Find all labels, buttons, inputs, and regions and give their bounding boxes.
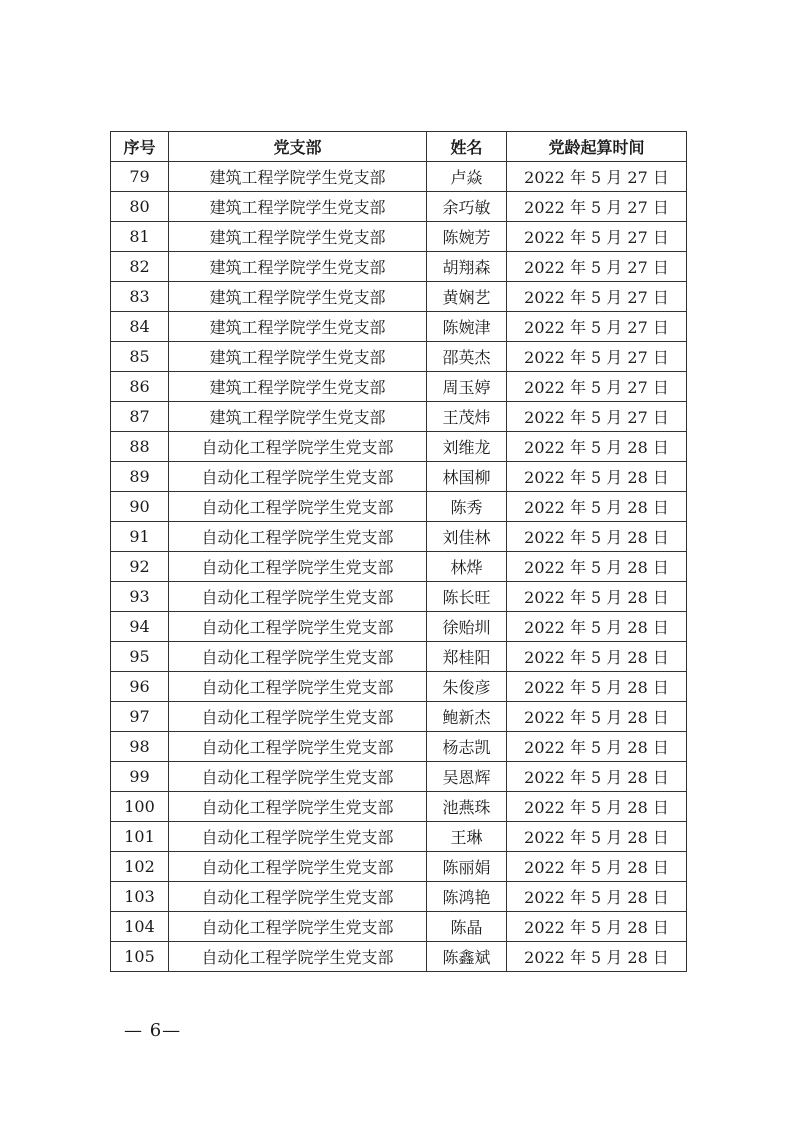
table-row xyxy=(111,852,687,882)
table-row xyxy=(111,582,687,612)
cell-serial-number: 88 xyxy=(111,432,169,462)
header-serial-number: 序号 xyxy=(111,132,169,162)
cell-name: 鲍新杰 xyxy=(427,702,507,732)
party-member-table xyxy=(110,131,687,972)
cell-party-age-start: 2022 年 5 月 27 日 xyxy=(507,192,687,222)
cell-party-branch: 自动化工程学院学生党支部 xyxy=(169,612,427,642)
cell-party-age-start: 2022 年 5 月 28 日 xyxy=(507,642,687,672)
header-name: 姓名 xyxy=(427,132,507,162)
cell-name: 陈秀 xyxy=(427,492,507,522)
cell-party-age-start: 2022 年 5 月 28 日 xyxy=(507,732,687,762)
table-row xyxy=(111,762,687,792)
table-row xyxy=(111,732,687,762)
cell-serial-number: 84 xyxy=(111,312,169,342)
cell-serial-number: 102 xyxy=(111,852,169,882)
cell-party-age-start: 2022 年 5 月 28 日 xyxy=(507,672,687,702)
table-row xyxy=(111,372,687,402)
table-row xyxy=(111,432,687,462)
cell-party-age-start: 2022 年 5 月 27 日 xyxy=(507,222,687,252)
cell-serial-number: 105 xyxy=(111,942,169,972)
table-row xyxy=(111,702,687,732)
table-row xyxy=(111,342,687,372)
page-number: — 6— xyxy=(124,1020,182,1041)
cell-serial-number: 104 xyxy=(111,912,169,942)
table-row xyxy=(111,522,687,552)
cell-name: 周玉婷 xyxy=(427,372,507,402)
cell-serial-number: 87 xyxy=(111,402,169,432)
cell-serial-number: 93 xyxy=(111,582,169,612)
table-row xyxy=(111,252,687,282)
cell-party-branch: 建筑工程学院学生党支部 xyxy=(169,222,427,252)
cell-party-branch: 建筑工程学院学生党支部 xyxy=(169,372,427,402)
cell-name: 余巧敏 xyxy=(427,192,507,222)
header-party-age-start: 党龄起算时间 xyxy=(507,132,687,162)
cell-name: 陈鑫斌 xyxy=(427,942,507,972)
cell-name: 刘佳林 xyxy=(427,522,507,552)
cell-serial-number: 92 xyxy=(111,552,169,582)
table-body xyxy=(111,162,687,972)
cell-name: 林国柳 xyxy=(427,462,507,492)
table-row xyxy=(111,552,687,582)
cell-name: 陈丽娟 xyxy=(427,852,507,882)
cell-serial-number: 85 xyxy=(111,342,169,372)
cell-name: 陈长旺 xyxy=(427,582,507,612)
cell-party-branch: 建筑工程学院学生党支部 xyxy=(169,162,427,192)
cell-party-branch: 自动化工程学院学生党支部 xyxy=(169,522,427,552)
table-row xyxy=(111,912,687,942)
cell-serial-number: 83 xyxy=(111,282,169,312)
cell-name: 黄娴艺 xyxy=(427,282,507,312)
cell-party-branch: 自动化工程学院学生党支部 xyxy=(169,492,427,522)
cell-serial-number: 98 xyxy=(111,732,169,762)
cell-party-branch: 自动化工程学院学生党支部 xyxy=(169,732,427,762)
cell-party-age-start: 2022 年 5 月 28 日 xyxy=(507,792,687,822)
cell-name: 邵英杰 xyxy=(427,342,507,372)
cell-party-branch: 自动化工程学院学生党支部 xyxy=(169,432,427,462)
table-row xyxy=(111,222,687,252)
table-row xyxy=(111,642,687,672)
cell-name: 刘维龙 xyxy=(427,432,507,462)
cell-name: 陈婉芳 xyxy=(427,222,507,252)
cell-name: 陈婉津 xyxy=(427,312,507,342)
table-row xyxy=(111,672,687,702)
cell-party-branch: 自动化工程学院学生党支部 xyxy=(169,942,427,972)
cell-party-age-start: 2022 年 5 月 28 日 xyxy=(507,702,687,732)
cell-party-age-start: 2022 年 5 月 28 日 xyxy=(507,882,687,912)
table-row xyxy=(111,282,687,312)
cell-party-branch: 自动化工程学院学生党支部 xyxy=(169,552,427,582)
cell-party-age-start: 2022 年 5 月 28 日 xyxy=(507,612,687,642)
cell-party-age-start: 2022 年 5 月 27 日 xyxy=(507,162,687,192)
cell-party-branch: 建筑工程学院学生党支部 xyxy=(169,342,427,372)
cell-serial-number: 99 xyxy=(111,762,169,792)
cell-party-age-start: 2022 年 5 月 27 日 xyxy=(507,372,687,402)
cell-serial-number: 80 xyxy=(111,192,169,222)
table-row xyxy=(111,402,687,432)
table-row xyxy=(111,462,687,492)
cell-name: 林烨 xyxy=(427,552,507,582)
cell-party-branch: 自动化工程学院学生党支部 xyxy=(169,672,427,702)
cell-name: 王琳 xyxy=(427,822,507,852)
cell-party-age-start: 2022 年 5 月 27 日 xyxy=(507,282,687,312)
cell-name: 吴恩辉 xyxy=(427,762,507,792)
cell-serial-number: 94 xyxy=(111,612,169,642)
cell-party-age-start: 2022 年 5 月 28 日 xyxy=(507,552,687,582)
cell-party-branch: 自动化工程学院学生党支部 xyxy=(169,822,427,852)
table-row xyxy=(111,942,687,972)
cell-serial-number: 82 xyxy=(111,252,169,282)
cell-party-age-start: 2022 年 5 月 28 日 xyxy=(507,492,687,522)
cell-party-age-start: 2022 年 5 月 28 日 xyxy=(507,432,687,462)
cell-serial-number: 79 xyxy=(111,162,169,192)
cell-party-age-start: 2022 年 5 月 28 日 xyxy=(507,942,687,972)
cell-serial-number: 103 xyxy=(111,882,169,912)
cell-serial-number: 81 xyxy=(111,222,169,252)
cell-name: 陈晶 xyxy=(427,912,507,942)
cell-party-branch: 自动化工程学院学生党支部 xyxy=(169,912,427,942)
cell-name: 郑桂阳 xyxy=(427,642,507,672)
cell-party-branch: 自动化工程学院学生党支部 xyxy=(169,762,427,792)
table-row xyxy=(111,162,687,192)
cell-party-branch: 自动化工程学院学生党支部 xyxy=(169,702,427,732)
cell-party-branch: 建筑工程学院学生党支部 xyxy=(169,192,427,222)
cell-party-age-start: 2022 年 5 月 28 日 xyxy=(507,852,687,882)
cell-serial-number: 100 xyxy=(111,792,169,822)
cell-party-age-start: 2022 年 5 月 28 日 xyxy=(507,912,687,942)
cell-party-age-start: 2022 年 5 月 27 日 xyxy=(507,402,687,432)
cell-party-branch: 自动化工程学院学生党支部 xyxy=(169,852,427,882)
table-row xyxy=(111,312,687,342)
cell-name: 池燕珠 xyxy=(427,792,507,822)
cell-name: 胡翔森 xyxy=(427,252,507,282)
cell-party-branch: 自动化工程学院学生党支部 xyxy=(169,582,427,612)
cell-party-age-start: 2022 年 5 月 28 日 xyxy=(507,462,687,492)
cell-name: 杨志凯 xyxy=(427,732,507,762)
table-header xyxy=(111,132,687,162)
header-party-branch: 党支部 xyxy=(169,132,427,162)
cell-party-age-start: 2022 年 5 月 27 日 xyxy=(507,252,687,282)
cell-party-branch: 建筑工程学院学生党支部 xyxy=(169,402,427,432)
cell-serial-number: 91 xyxy=(111,522,169,552)
cell-party-age-start: 2022 年 5 月 27 日 xyxy=(507,312,687,342)
cell-party-branch: 自动化工程学院学生党支部 xyxy=(169,882,427,912)
cell-serial-number: 95 xyxy=(111,642,169,672)
table-row xyxy=(111,882,687,912)
cell-serial-number: 86 xyxy=(111,372,169,402)
cell-name: 朱俊彦 xyxy=(427,672,507,702)
table-row xyxy=(111,192,687,222)
cell-serial-number: 90 xyxy=(111,492,169,522)
cell-party-branch: 自动化工程学院学生党支部 xyxy=(169,642,427,672)
cell-party-age-start: 2022 年 5 月 28 日 xyxy=(507,522,687,552)
cell-party-branch: 自动化工程学院学生党支部 xyxy=(169,462,427,492)
table-row xyxy=(111,612,687,642)
cell-serial-number: 101 xyxy=(111,822,169,852)
cell-name: 卢焱 xyxy=(427,162,507,192)
cell-name: 王茂炜 xyxy=(427,402,507,432)
cell-party-branch: 建筑工程学院学生党支部 xyxy=(169,282,427,312)
cell-serial-number: 96 xyxy=(111,672,169,702)
table-row xyxy=(111,792,687,822)
cell-party-age-start: 2022 年 5 月 28 日 xyxy=(507,822,687,852)
cell-name: 徐贻圳 xyxy=(427,612,507,642)
cell-party-branch: 建筑工程学院学生党支部 xyxy=(169,312,427,342)
cell-party-branch: 自动化工程学院学生党支部 xyxy=(169,792,427,822)
table-row xyxy=(111,492,687,522)
header-row xyxy=(111,132,687,162)
table-row xyxy=(111,822,687,852)
cell-name: 陈鸿艳 xyxy=(427,882,507,912)
cell-party-age-start: 2022 年 5 月 28 日 xyxy=(507,582,687,612)
cell-serial-number: 89 xyxy=(111,462,169,492)
cell-party-age-start: 2022 年 5 月 28 日 xyxy=(507,762,687,792)
cell-serial-number: 97 xyxy=(111,702,169,732)
cell-party-age-start: 2022 年 5 月 27 日 xyxy=(507,342,687,372)
cell-party-branch: 建筑工程学院学生党支部 xyxy=(169,252,427,282)
